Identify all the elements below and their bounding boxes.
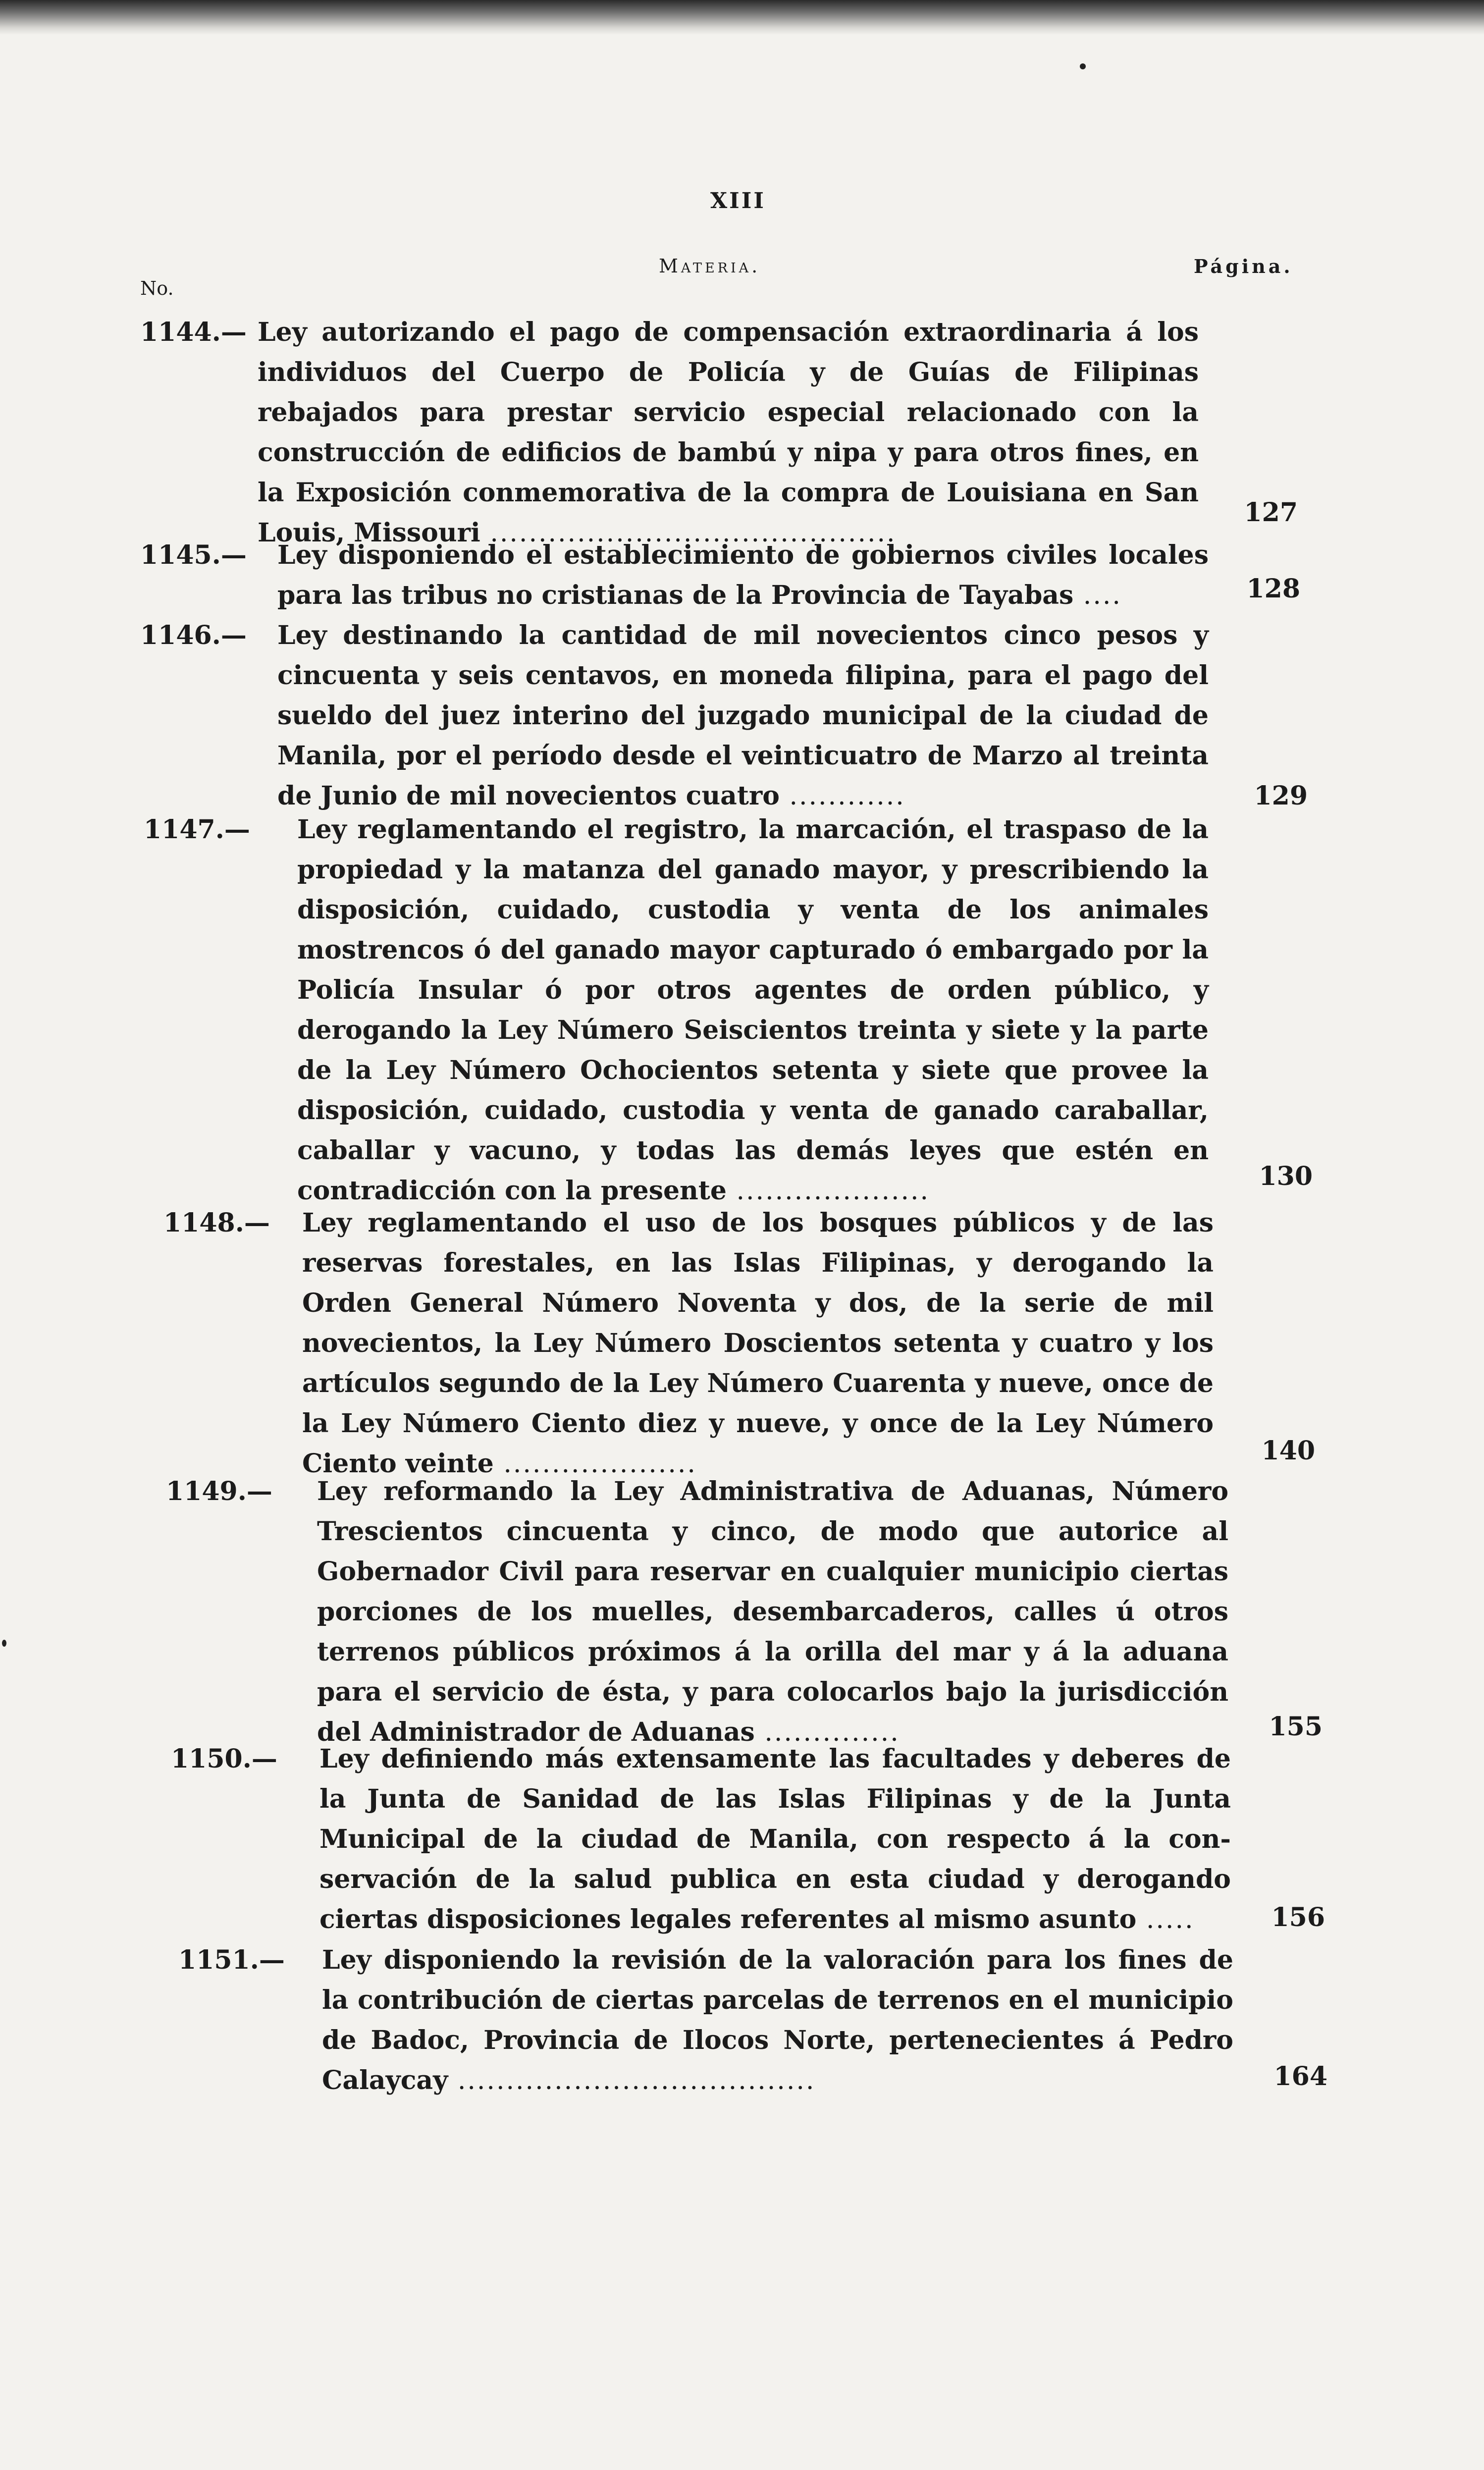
entry-description: Ley reglamentando el registro, la marcación, el traspaso de la propiedad y la matanza del ganado mayor, y prescribiendo la disposición, cuidado, custodia y venta de los animales mostrencos ó del ganado mayor capturado ó embargado por la Policía Insular ó por otros agentes de orden público, y derogando la Ley Número Seiscientos treinta y siete y la parte de la Ley Número Ochocientos setenta y siete que provee la disposición, cuidado, custodia y venta de ganado caraballar, caballar y vacuno, y todas las demás leyes que estén en contradicción con la presente — [297, 814, 1209, 1206]
entry-page: 140 — [1261, 1436, 1315, 1466]
entry-description: Ley destinando la cantidad de mil novecientos cinco pesos y cincuenta y seis centavos, en moneda filipina, para el pago del sueldo del juez interino del juzgado municipal de la ciudad de Manila, por el período desde el veinticuatro de Marzo al treinta de Junio de mil novecientos cuatro — [277, 620, 1209, 811]
entry-number: 1150.— — [171, 1744, 277, 1774]
entry-number: 1147.— — [144, 814, 250, 845]
dot-leader: ..................................... — [448, 2066, 816, 2095]
entry-page: 155 — [1269, 1712, 1323, 1742]
dot-leader: ..... — [1136, 1905, 1195, 1934]
dot-leader: ............ — [779, 781, 905, 811]
entry-description: Ley reformando la Ley Administrativa de Aduanas, Número Trescientos cincuenta y cinco, de modo que autorice al Gobernador Civil para reservar en cualquier municipio ciertas porciones de los muelles, desembarcaderos, calles ú otros terrenos públicos próximos á la orilla del mar y á la aduana para el servicio de ésta, y para colocarlos bajo la jurisdicción del Administrador de Aduanas — [317, 1476, 1228, 1747]
entry-description: Ley disponiendo el establecimiento de gobiernos civiles locales para las tribus no cristianas de la Provincia de Tayabas — [277, 540, 1209, 610]
entry-text — [319, 1739, 1231, 1940]
entry-text — [258, 312, 1199, 553]
entry-page: 156 — [1271, 1902, 1325, 1933]
column-header-no: No. — [140, 277, 174, 299]
page-number: XIII — [710, 188, 766, 214]
dot-leader: .................... — [493, 1449, 697, 1479]
entry-number: 1148.— — [163, 1208, 270, 1238]
entry-description: Ley disponiendo la revisión de la valoración para los fines de la contribución de ciertas parcelas de terrenos en el municipio de Badoc, Provincia de Ilocos Norte, pertenecientes á Pedro Calaycay — [322, 1945, 1233, 2095]
entry-text — [302, 1203, 1214, 1484]
column-header-materia: Materia. — [659, 255, 761, 277]
dot-leader: .............. — [754, 1718, 900, 1747]
entry-text — [322, 1940, 1233, 2101]
entry-text — [277, 535, 1209, 616]
entry-text — [277, 615, 1209, 816]
entry-number: 1151.— — [178, 1945, 285, 1975]
dot-leader: .... — [1073, 581, 1122, 610]
entry-page: 127 — [1244, 497, 1298, 528]
entry-number: 1144.— — [140, 317, 247, 347]
entry-page: 129 — [1254, 781, 1308, 811]
entry-description: Ley reglamentando el uso de los bosques públicos y de las reservas forestales, en las Islas Filipinas, y derogando la Orden General Número Noventa y dos, de la serie de mil novecientos, la Ley Número Doscientos setenta y cuatro y los artículos segundo de la Ley Número Cuarenta y nueve, once de la Ley Número Ciento diez y nueve, y once de la Ley Número Ciento veinte — [302, 1208, 1214, 1479]
dot-leader: .......................................... — [480, 518, 897, 548]
column-header-pagina: Página. — [1194, 255, 1293, 277]
entry-description: Ley definiendo más extensamente las facultades y deberes de la Junta de Sanidad de las Islas Filipinas y de la Junta Municipal de la ciudad de Manila, con respecto á la conservación de la salud publica en esta ciudad y derogando ciertas disposiciones legales referentes al mismo asunto — [319, 1744, 1231, 1934]
entry-text — [317, 1471, 1228, 1753]
entry-number: 1149.— — [166, 1476, 272, 1506]
entry-number: 1146.— — [140, 620, 247, 650]
entry-description: Ley autorizando el pago de compensación extraordinaria á los individuos del Cuerpo de Policía y de Guías de Filipinas rebajados para prestar servicio especial relacionado con la construcción de edificios de bambú y nipa y para otros fines, en la Exposición conmemorativa de la compra de Louisiana en San Louis, Missouri — [258, 317, 1199, 548]
entry-number: 1145.— — [140, 540, 247, 570]
entry-text — [297, 809, 1209, 1211]
entry-page: 128 — [1246, 574, 1300, 604]
entry-page: 130 — [1259, 1161, 1313, 1191]
dot-leader: .................... — [726, 1176, 930, 1206]
entry-page: 164 — [1273, 2061, 1327, 2092]
